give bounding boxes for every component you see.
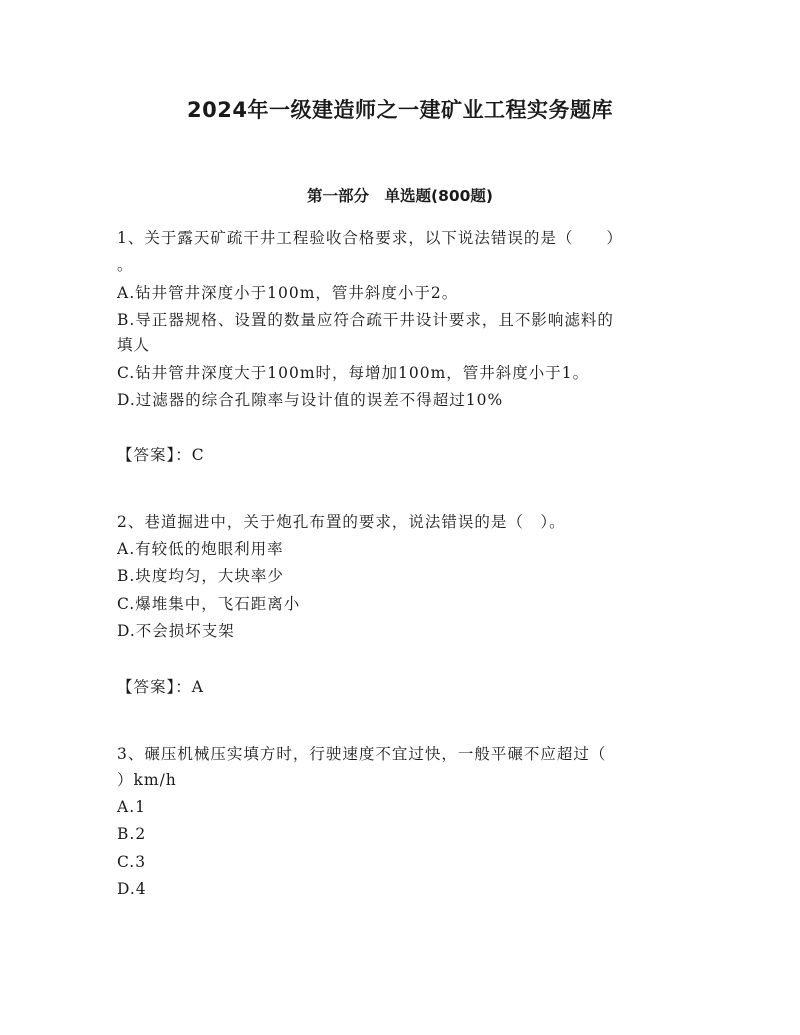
- question-1-option-d: D.过滤器的综合孔隙率与设计值的误差不得超过10%: [117, 391, 504, 409]
- section-heading: 第一部分 单选题(800题): [306, 187, 494, 205]
- question-1-stem: 1、关于露天矿疏干井工程验收合格要求，以下说法错误的是（ ）: [117, 229, 623, 247]
- question-3-option-d: D.4: [117, 880, 147, 898]
- question-2-option-a: A.有较低的炮眼利用率: [117, 540, 284, 558]
- question-1-option-a: A.钻井管井深度小于100m，管井斜度小于2。: [117, 284, 459, 302]
- question-2-stem: 2、巷道掘进中，关于炮孔布置的要求，说法错误的是（ ）。: [117, 513, 566, 531]
- question-3-stem-continued: ）km/h: [117, 771, 177, 789]
- question-2-option-d: D.不会损坏支架: [117, 622, 235, 640]
- question-2-answer: 【答案】：A: [117, 678, 204, 696]
- question-1-option-c: C.钻井管井深度大于100m时，每增加100m，管井斜度小于1。: [117, 364, 590, 382]
- question-3-option-a: A.1: [117, 798, 146, 816]
- question-3-stem: 3、碾压机械压实填方时，行驶速度不宜过快，一般平碾不应超过（: [117, 745, 607, 763]
- question-1-answer: 【答案】：C: [117, 446, 205, 464]
- question-3-option-c: C.3: [117, 853, 147, 871]
- question-1-option-b-continued: 填人: [117, 336, 151, 354]
- question-1-option-b: B.导正器规格、设置的数量应符合疏干井设计要求，且不影响滤料的: [117, 311, 614, 329]
- question-3-option-b: B.2: [117, 825, 147, 843]
- question-2-option-c: C.爆堆集中，飞石距离小: [117, 595, 301, 613]
- question-2-option-b: B.块度均匀，大块率少: [117, 567, 284, 585]
- document-title: 2024年一级建造师之一建矿业工程实务题库: [187, 98, 613, 122]
- question-1-stem-continued: 。: [117, 256, 134, 274]
